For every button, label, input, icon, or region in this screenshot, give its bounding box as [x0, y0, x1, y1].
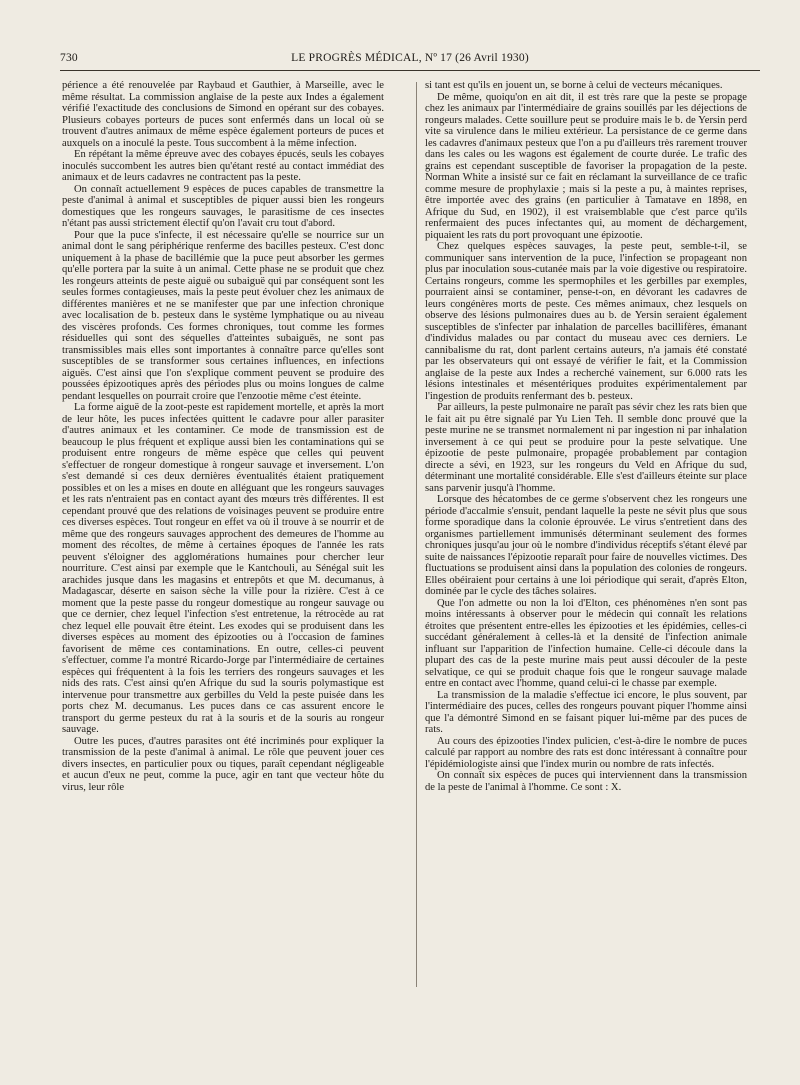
paragraph: Pour que la puce s'infecte, il est nécessaire qu'elle se nourrice sur un animal dont le sang périphérique renferme des bacilles pesteux. C'est donc uniquement à la phase de bacillémie que la puce peut absorber les germes qu'elle portera par la suite à un animal. Cette phase ne se produit que chez les rongeurs atteints de peste aiguë ou subaiguë qui par conséquent sont les seules formes contagieuses, mais la peste peut évoluer chez les animaux de différentes manières et ne se manifester que par une infection chronique avec localisation de b. pesteux dans le système lymphatique ou au niveau des viscères profonds. Ces formes chroniques, tout comme les formes résiduelles qui sont des séquelles d'atteintes subaiguës, ne sont pas transmissibles mais elles sont importantes à connaître parce qu'elles sont susceptibles de se transformer sous certaines influences, en infections aiguës. C'est ainsi que l'on s'explique comment peuvent se produire des poussées épizootiques après des périodes plus ou moins longues de calme pendant lesquelles on pourrait croire que l'enzootie même c'est éteinte.	[62, 229, 384, 402]
paragraph: De même, quoiqu'on en ait dit, il est très rare que la peste se propage chez les animaux par l'intermédiaire de grains souillés par les déjections de rongeurs malades. Cette souillure peut se produire mais le b. de Yersin perd vite sa virulence dans le milieu extérieur. La persistance de ce germe dans les cadavres d'animaux pesteux que l'on a pu d'ailleurs très rarement trouver dans les cales ou les wagons est également de courte durée. Le trafic des grains est cependant susceptible de favoriser la propagation de la peste. Norman White a insisté sur ce fait en réclamant la surveillance de ce trafic comme mesure de prophylaxie ; mais si la peste a pu, à maintes reprises, être importée avec des grains (en particulier à Tamatave en 1898, en Afrique du Sud, en 1902), il est vraisemblable que c'est parce qu'ils renfermaient des puces infectantes qui, au moment de déchargement, piquaient les rats du port provoquant une épizootie.	[425, 91, 747, 241]
page-number: 730	[60, 52, 78, 64]
paragraph: Chez quelques espèces sauvages, la peste peut, semble-t-il, se communiquer sans intervention de la puce, l'infection se propageant non plus par inoculation sous-cutanée mais par la voie digestive ou respiratoire. Certains rongeurs, comme les spermophiles et les gerbilles par exemples, pourraient ainsi se contaminer, pense-t-on, en dévorant les cadavres de leurs congénères morts de peste. Ces mêmes animaux, chez lesquels on observe des lésions pulmonaires dues au b. de Yersin seraient également susceptibles de s'infecter par inhalation de parcelles bacillifères, émanant d'individus malades ou par contact du museau avec ces derniers. Le cannibalisme du rat, dont parlent certains auteurs, n'a jamais été constaté par les observateurs qui ont essayé de vérifier le fait, et la Commission anglaise de la peste aux Indes a recherché vainement, sur 6.000 rats les lésions intestinales et mésentériques produites expérimentalement par l'ingestion de produits renfermant des b. pesteux.	[425, 241, 747, 402]
paragraph: En répétant la même épreuve avec des cobayes épucés, seuls les cobayes inoculés succombent les autres bien qu'étant resté au contact immédiat des animaux et de leurs cadavres ne contractent pas la peste.	[62, 149, 384, 183]
paragraph: Au cours des épizooties l'index pulicien, c'est-à-dire le nombre de puces calculé par rapport au nombre des rats est donc intéressant à connaître pour l'épidémiologiste ainsi que l'index murin ou nombre de rats infectés.	[425, 735, 747, 770]
column-divider	[416, 82, 417, 987]
paragraph: périence a été renouvelée par Raybaud et Gauthier, à Marseille, avec le même résultat. La commission anglaise de la peste aux Indes a également vérifié l'exactitude des conclusions de Simond en opérant sur des cobayes. Plusieurs cobayes porteurs de puces sont enfermés dans un local où se trouvent d'autres animaux de même espèce également porteurs de puces et auxquels on a inoculé la peste. Tous succombent à la même infection.	[62, 80, 384, 149]
header-rule	[60, 70, 760, 71]
paragraph: On connaît six espèces de puces qui interviennent dans la transmission de la peste de l'animal à l'homme. Ce sont : X.	[425, 770, 747, 793]
paragraph: La forme aiguë de la zoot-peste est rapidement mortelle, et après la mort de leur hôte, les puces infectées quittent le cadavre pour aller parasiter d'autres animaux et les contaminer. Ce mode de transmission est de beaucoup le plus fréquent et explique aussi bien les contaminations qui se produisent entre rongeurs de même espèce que celles qui peuvent s'effectuer de rongeur domestique à rongeur sauvage et inversement. L'on s'est demandé si ces deux dernières éventualités étaient pratiquement possibles et on les a mises en doute en alléguant que les rongeurs sauvages et les rats n'entraient pas en contact ayant des mœurs très différentes. Il est cependant prouvé que des relations de voisinages peuvent se produire entre ces diverses espèces. Tout rongeur en effet va où il trouve à se nourrir et de même que des rongeurs sauvages approchent des demeures de l'homme au moment des récoltes, de même à certaines époques de l'année les rats peuvent s'éloigner des agglomérations humaines pour chercher leur nourriture. C'est ainsi par exemple que le Kantchouli, au Sénégal suit les arachides jusque dans les magasins et entrepôts et que M. decumanus, à Madagascar, déserte en saison sèche la ville pour la rizière. C'est à ce moment que la peste passe du rongeur domestique au rongeur sauvage ou que ce dernier, chez lequel l'infection s'est entretenue, la rétrocède au rat chez lequel elle pouvait être éteint. Les exodes qui se produisent dans les diverses espèces au moment des épizooties ou à l'occasion de famines favorisent de même ces contaminations. En outre, celles-ci peuvent s'effectuer, comme l'a montré Ricardo-Jorge par l'intermédiaire de certaines espèces qui fréquentent à la fois les terriers des rongeurs sauvages et les nids des rats. C'est ainsi qu'en Afrique du sud la souris polymastique est intervenue pour transmettre aux gerbilles du Veld la peste puisée dans les ports chez M. decumanus. Les puces dans ce cas assurent encore le transport du germe pesteux du rat à la souris et de la souris au rongeur sauvage.	[62, 402, 384, 735]
paragraph: On connaît actuellement 9 espèces de puces capables de transmettre la peste d'animal à animal et susceptibles de piquer aussi bien les rongeurs domestiques que les rongeurs sauvages, le parasitisme de ces insectes n'étant pas aussi strictement électif qu'on l'avait cru tout d'abord.	[62, 183, 384, 229]
paragraph: Par ailleurs, la peste pulmonaire ne paraît pas sévir chez les rats bien que le fait ait pu être signalé par Yu Lien Teh. Il semble donc prouvé que la peste murine ne se transmet normalement ni par ingestion ni par inhalation inversement à ce qui peut se produire pour la peste selvatique. Une épizootie de peste pulmonaire, propagée probablement par contagion directe a sévi, en 1923, sur les rongeurs du Veld en Afrique du sud, déterminant une mortalité considérable. Elle s'est d'ailleurs éteinte sur place sans parvenir jusqu'à l'homme.	[425, 402, 747, 494]
page-header	[60, 52, 760, 70]
left-column	[62, 80, 384, 1080]
running-title: LE PROGRÈS MÉDICAL, Nº 17 (26 Avril 1930)	[291, 52, 529, 64]
paragraph: Lorsque des hécatombes de ce germe s'observent chez les rongeurs une période d'accalmie s'ensuit, pendant laquelle la peste ne sévit plus que sous forme sporadique dans la colonie éprouvée. Le virus s'entretient dans des organismes partiellement immunisés déterminant seulement des formes chroniques jusqu'au jour où le nombre d'individus réceptifs s'étant élevé par suite de naissances l'épizootie reparaît pour faire de nouvelles victimes. Des fluctuations se produisent ainsi dans la population des colonies de rongeurs. Elles obéiraient pour certains à une loi périodique qui serait, d'après Elton, dominée par le cycle des tâches solaires.	[425, 494, 747, 597]
paragraph: Outre les puces, d'autres parasites ont été incriminés pour expliquer la transmission de la peste d'animal à animal. Le rôle que peuvent jouer ces divers insectes, en particulier poux ou tiques, paraît cependant négligeable et aucun d'eux ne peut, comme la puce, agir en tant que vecteur hôte du virus, leur rôle	[62, 735, 384, 793]
paragraph: si tant est qu'ils en jouent un, se borne à celui de vecteurs mécaniques.	[425, 80, 723, 91]
right-column	[425, 80, 747, 1080]
paragraph: La transmission de la maladie s'effectue ici encore, le plus souvent, par l'intermédiaire des puces, celles des rongeurs pouvant piquer l'homme ainsi que l'a démontré Simond en se faisant piquer lui-même par des puces de rats.	[425, 689, 747, 735]
paragraph: Que l'on admette ou non la loi d'Elton, ces phénomènes n'en sont pas moins intéressants à observer pour le médecin qui connaît les relations étroites que présentent entre-elles les épizooties et les épidémies, celles-ci succédant généralement à celles-là et la densité de l'infection animale influant sur l'apparition de l'infection humaine. Celle-ci découle dans la plupart des cas de la peste murine mais peut aussi découler de la peste selvatique, ce qui se produit chaque fois que le rongeur sauvage malade entre en contact avec l'homme, quand celui-ci le chasse par exemple.	[425, 597, 747, 689]
